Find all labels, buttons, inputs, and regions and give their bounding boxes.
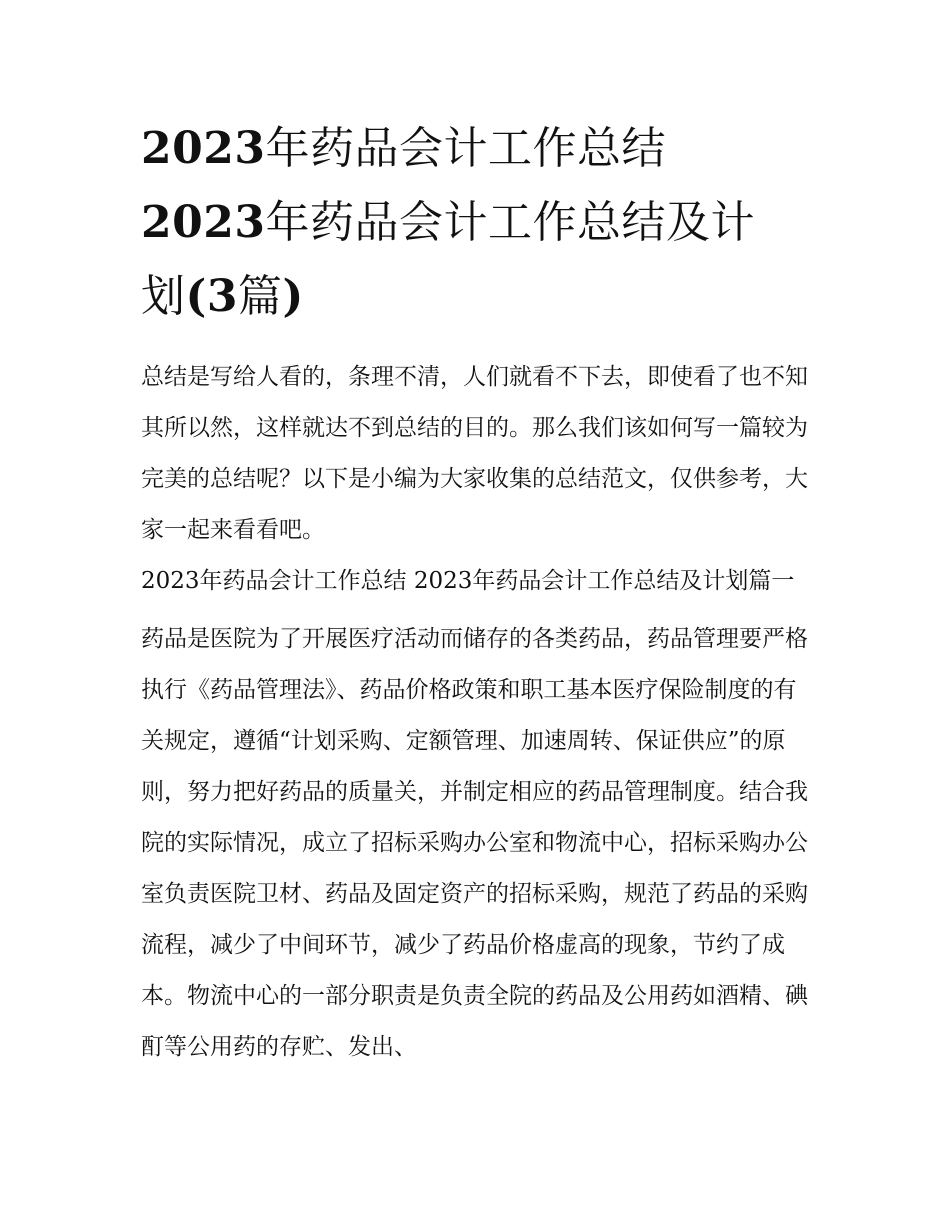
title-text: 年药品会计工作总结 bbox=[265, 123, 666, 174]
section-heading: 2023年药品会计工作总结 2023年药品会计工作总结及计划篇一 bbox=[141, 568, 795, 594]
body-paragraph: 药品是医院为了开展医疗活动而储存的各类药品，药品管理要严格执行《药品管理法》、药品价格政策和职工基本医疗保险制度的有关规定，遵循“计划采购、定额管理、加速周转、保证供应”的原则，努力把好药品的质量关，并制定相应的药品管理制度。结合我院的实际情况，成立了招标采购办公室和物流中心，招标采购办公室负责医院卫材、药品及固定资产的招标采购，规范了药品的采购流程，减少了中间环节，减少了药品价格虚高的现象，节约了成本。物流中心的一部分职责是负责全院的药品及公用药如酒精、碘酊等公用药的存贮、发出、 bbox=[141, 626, 808, 1060]
document-title bbox=[141, 112, 813, 334]
document-page bbox=[141, 112, 813, 1073]
title-year: 2023 bbox=[141, 197, 266, 248]
title-close-paren: ) bbox=[282, 271, 304, 322]
intro-paragraph: 总结是写给人看的，条理不清，人们就看不下去，即使看了也不知其所以然，这样就达不到总结的目的。那么我们该如何写一篇较为完美的总结呢？以下是小编为大家收集的总结范文，仅供参考，大家一起来看看吧。 bbox=[141, 364, 808, 543]
title-line-2 bbox=[141, 186, 813, 260]
title-year: 2023 bbox=[141, 123, 266, 174]
title-text: 年药品会计工作总结及计 bbox=[265, 197, 755, 248]
title-text: 篇 bbox=[237, 271, 283, 322]
title-count: (3 bbox=[185, 271, 238, 322]
title-line-1 bbox=[141, 112, 813, 186]
title-line-3 bbox=[141, 260, 813, 334]
title-text: 划 bbox=[141, 271, 186, 322]
